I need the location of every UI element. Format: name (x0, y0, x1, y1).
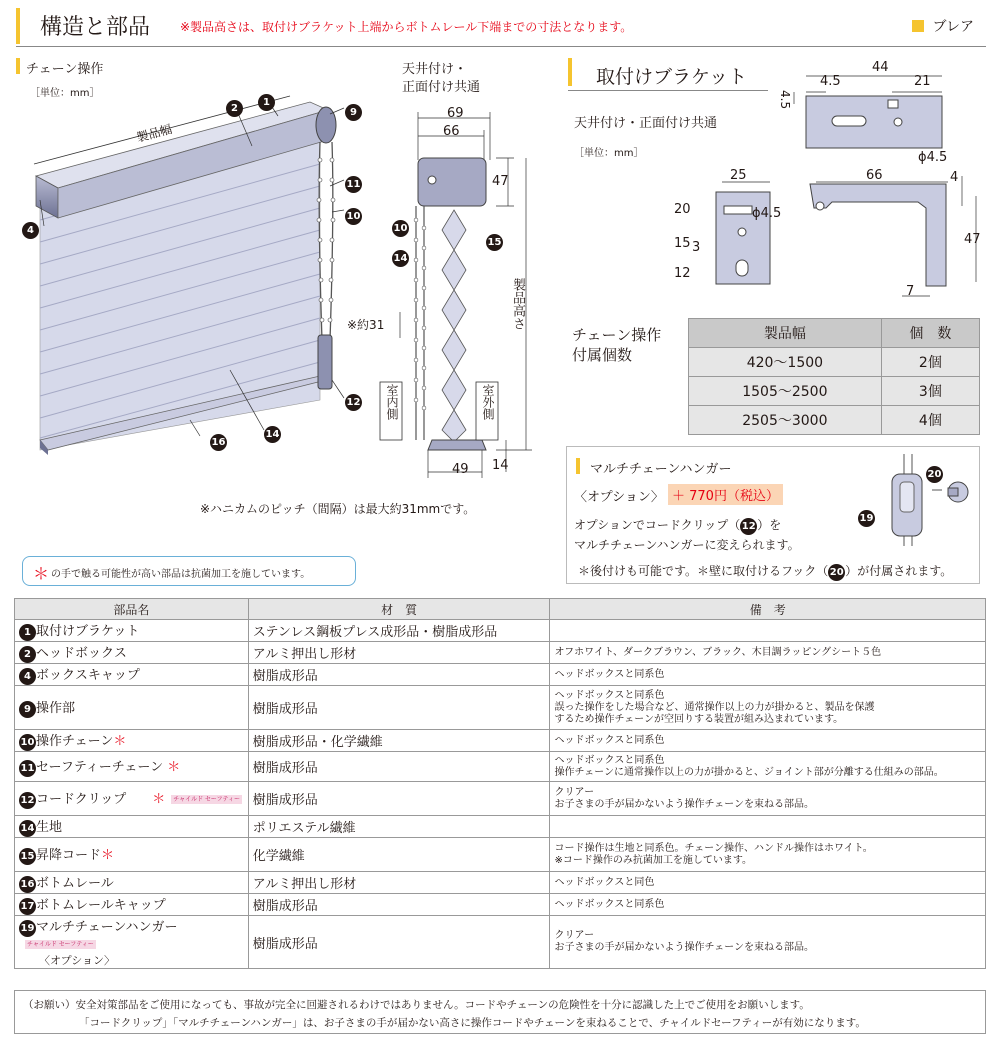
dim-69: 69 (447, 106, 464, 121)
side-callout-15: 15 (486, 230, 503, 251)
header-note: ※製品高さは、取付けブラケット上端からボトムレール下端までの寸法となります。 (180, 20, 633, 34)
part-name: セーフティーチェーン (36, 760, 168, 775)
part-name: ボトムレールキャップ (36, 898, 166, 913)
part-notes (550, 642, 986, 664)
table-row (689, 348, 980, 377)
part-name-sub: 〈オプション〉 (39, 954, 116, 967)
option-note: ＊後付けも可能です。＊壁に取付けるフック（ 20 ）が付属されます。 (578, 562, 952, 581)
callout-16: 16 (210, 430, 227, 451)
antibacterial-star: ＊ (101, 848, 115, 863)
part-material: 樹脂成形品 (248, 686, 550, 730)
table-row (15, 894, 986, 916)
bracket-accent-bar (568, 58, 572, 86)
part-notes (550, 752, 986, 782)
parts-header-material: 材 質 (248, 599, 550, 620)
option-desc-num: 12 (740, 518, 757, 535)
qty-header-count: 個 数 (881, 319, 979, 348)
side-view-title-2: 正面付け共通 (402, 80, 481, 95)
part-name-cell (15, 686, 249, 730)
table-row (15, 872, 986, 894)
part-notes (550, 782, 986, 816)
part-notes (550, 838, 986, 872)
qty-table (688, 318, 980, 435)
table-row (15, 752, 986, 782)
part-name-cell (15, 816, 249, 838)
chain-accent-bar (16, 58, 20, 74)
part-name-cell (15, 730, 249, 752)
height-label: 製品高さ (510, 278, 525, 330)
part-note-line: クリアー (554, 930, 595, 941)
width-label: 製品幅 (135, 122, 174, 145)
header-divider (16, 46, 986, 47)
part-material: ステンレス鋼板プレス成形品・樹脂成形品 (248, 620, 550, 642)
brand-name: ブレア (932, 19, 974, 35)
option-price-prefix: 〈オプション〉 (574, 490, 664, 505)
dim-25: 25 (730, 168, 747, 183)
qty-cell: 420〜1500 (689, 348, 882, 377)
side-callout-14: 14 (392, 246, 409, 267)
part-material: アルミ押出し形材 (248, 642, 550, 664)
dim-14: 14 (492, 458, 509, 473)
part-name-cell (15, 916, 249, 969)
part-material: 樹脂成形品 (248, 782, 550, 816)
callout-10: 10 (345, 204, 362, 225)
parts-header-notes: 備 考 (550, 599, 986, 620)
dim-7: 7 (906, 284, 915, 299)
part-note-line: クリアー (554, 786, 595, 798)
part-notes (550, 916, 986, 969)
part-number: 9 (19, 701, 36, 718)
outdoor-label: 室外側 (481, 384, 495, 420)
table-row (15, 816, 986, 838)
option-note-num: 20 (828, 564, 845, 581)
part-number: 14 (19, 820, 36, 837)
part-name-cell (15, 620, 249, 642)
part-number: 4 (19, 668, 36, 685)
callout-12: 12 (345, 390, 362, 411)
table-row (15, 686, 986, 730)
part-number: 15 (19, 848, 36, 865)
part-name: 操作チェーン (36, 734, 114, 749)
dim-4: 4 (950, 170, 959, 185)
dim-49: 49 (452, 462, 469, 477)
antibacterial-note (22, 556, 356, 586)
part-note-line: オフホワイト、ダークブラウン、ブラック、木目調ラッピングシート５色 (554, 646, 882, 658)
part-note-line: ※コード操作のみ抗菌加工を施しています。 (554, 854, 753, 866)
dim-4-5: 4.5 (820, 74, 841, 89)
part-material: 樹脂成形品 (248, 752, 550, 782)
callout-14: 14 (264, 422, 281, 443)
part-name-cell (15, 642, 249, 664)
qty-cell: 2505〜3000 (689, 406, 882, 435)
header-accent-bar (16, 8, 20, 44)
bracket-title: 取付けブラケット (596, 66, 748, 88)
option-price: ＋ 770円（税込） (668, 484, 783, 505)
part-material: ポリエステル繊維 (248, 816, 550, 838)
qty-label-2: 付属個数 (572, 346, 633, 364)
part-note-line: ヘッドボックスと同系色 (554, 734, 665, 746)
part-material: アルミ押出し形材 (248, 872, 550, 894)
chain-unit: ［単位：mm］ (30, 88, 100, 99)
part-note-line: ヘッドボックスと同系色 (554, 898, 665, 910)
table-row (15, 782, 986, 816)
part-note-line: ヘッドボックスと同系色 (554, 754, 665, 766)
table-row (689, 406, 980, 435)
dim-31: ※約31 (347, 318, 385, 332)
part-name-cell (15, 664, 249, 686)
antibacterial-text: の手で触る可能性が高い部品は抗菌加工を施しています。 (51, 569, 311, 580)
table-row (15, 664, 986, 686)
callout-4: 4 (22, 218, 39, 239)
qty-cell: 4個 (881, 406, 979, 435)
qty-cell: 3個 (881, 377, 979, 406)
dim-3: 3 (692, 240, 701, 255)
part-name: コードクリップ (36, 792, 153, 807)
antibacterial-star: ＊ (167, 760, 181, 775)
pitch-note: ※ハニカムのピッチ（間隔）は最大約31mmです。 (200, 502, 476, 516)
part-note-line: ヘッドボックスと同系色 (554, 668, 665, 680)
part-notes (550, 620, 986, 642)
qty-cell: 1505〜2500 (689, 377, 882, 406)
antibacterial-star: ＊ (113, 734, 127, 749)
part-number: 1 (19, 624, 36, 641)
parts-table (14, 598, 986, 969)
side-view-title-1: 天井付け・ (402, 62, 468, 77)
dim-15: 15 (674, 236, 691, 251)
table-row (689, 377, 980, 406)
option-title: マルチチェーンハンガー (590, 462, 732, 477)
part-number: 16 (19, 876, 36, 893)
brand-marker (912, 20, 924, 32)
part-material: 樹脂成形品 (248, 664, 550, 686)
part-name: ヘッドボックス (36, 646, 127, 661)
dim-44: 44 (872, 60, 889, 75)
blind-illustration (20, 80, 380, 490)
part-note-line: 誤った操作をした場合など、通常操作以上の力が掛かると、製品を保護 (554, 701, 875, 713)
chain-section-title: チェーン操作 (26, 62, 104, 77)
dim-66: 66 (443, 124, 460, 139)
part-notes (550, 872, 986, 894)
part-name: ボックスキャップ (36, 668, 140, 683)
dim-20: 20 (674, 202, 691, 217)
page-title: 構造と部品 (40, 15, 151, 40)
bracket-subtitle: 天井付け・正面付け共通 (574, 116, 718, 131)
part-number: 11 (19, 760, 36, 777)
qty-header-width: 製品幅 (689, 319, 882, 348)
table-row (15, 730, 986, 752)
dim-phi1: ϕ4.5 (918, 150, 948, 165)
part-note-line: コード操作は生地と同系色。チェーン操作、ハンドル操作はホワイト。 (554, 842, 873, 854)
part-number: 19 (19, 920, 36, 937)
dim-phi2: ϕ4.5 (752, 206, 782, 221)
option-callout-20: 20 (926, 462, 943, 483)
part-number: 2 (19, 646, 36, 663)
option-accent-bar (576, 458, 580, 474)
parts-header-name: 部品名 (15, 599, 249, 620)
option-callout-19: 19 (858, 506, 875, 527)
indoor-label: 室内側 (385, 384, 399, 420)
part-name-cell (15, 872, 249, 894)
footer-line-1: （お願い）安全対策部品をご使用になっても、事故が完全に回避されるわけではありません。コードやチェーンの危険性を十分に認識した上でご使用をお願いします。 (23, 999, 810, 1011)
part-material: 樹脂成形品・化学繊維 (248, 730, 550, 752)
part-notes (550, 894, 986, 916)
part-note-line: ヘッドボックスと同色 (554, 876, 655, 888)
part-note-line: ヘッドボックスと同系色 (554, 689, 665, 701)
part-name-cell (15, 894, 249, 916)
dim-47: 47 (492, 174, 509, 189)
part-material: 樹脂成形品 (248, 894, 550, 916)
option-desc-1: オプションでコードクリップ（ 12 ）を (574, 516, 781, 535)
part-name: ボトムレール (36, 876, 114, 891)
child-safety-badge: チャイルド セーフティー (173, 796, 240, 803)
bracket-drawings (680, 56, 990, 306)
part-notes (550, 686, 986, 730)
callout-1: 1 (258, 90, 275, 111)
qty-cell: 2個 (881, 348, 979, 377)
dim-21: 21 (914, 74, 931, 89)
table-row (15, 838, 986, 872)
part-note-line: お子さまの手が届かないよう操作チェーンを束ねる部品。 (554, 942, 814, 953)
callout-2: 2 (226, 96, 243, 117)
part-note-line: お子さまの手が届かないよう操作チェーンを束ねる部品。 (554, 798, 814, 810)
callout-9: 9 (345, 100, 362, 121)
part-name-cell (15, 838, 249, 872)
part-number: 10 (19, 734, 36, 751)
antibacterial-star: ＊ (152, 792, 166, 807)
part-material: 化学繊維 (248, 838, 550, 872)
side-callout-10: 10 (392, 216, 409, 237)
part-number: 12 (19, 792, 36, 809)
part-name: 昇降コード (36, 848, 102, 863)
footer-line-2: 「コードクリップ」「マルチチェーンハンガー」は、お子さまの手が届かない高さに操作コードやチェーンを束ねることで、チャイルドセーフティーが有効になります。 (79, 1017, 866, 1029)
part-number: 17 (19, 898, 36, 915)
part-name-cell (15, 752, 249, 782)
parts-table-body (15, 620, 986, 969)
part-note-line: 操作チェーンに通常操作以上の力が掛かると、ジョイント部が分離する仕組みの部品。 (554, 766, 944, 778)
part-name: 操作部 (36, 701, 76, 716)
part-name: 取付けブラケット (36, 624, 140, 639)
table-row (15, 642, 986, 664)
dim-4-5-vertical: 4.5 (778, 90, 792, 110)
table-row (15, 620, 986, 642)
child-safety-badge: チャイルド セーフティー (27, 941, 94, 948)
option-desc-2: マルチチェーンハンガーに変えられます。 (574, 538, 800, 552)
part-note-line: するため操作チェーンが空回りする装置が組み込まれています。 (554, 713, 844, 725)
dim-12: 12 (674, 266, 691, 281)
part-name: 生地 (36, 820, 63, 835)
part-notes (550, 816, 986, 838)
dim-66-bracket: 66 (866, 168, 883, 183)
part-name: マルチチェーンハンガー (36, 920, 178, 935)
dim-47-bracket: 47 (964, 232, 981, 247)
antibacterial-star: ＊ (33, 564, 50, 583)
part-name-cell (15, 782, 249, 816)
table-row (15, 916, 986, 969)
footer-notice (14, 990, 986, 1034)
part-notes (550, 730, 986, 752)
callout-11: 11 (345, 172, 362, 193)
bracket-unit: ［単位：mm］ (574, 148, 644, 159)
part-material: 樹脂成形品 (248, 916, 550, 969)
qty-label-1: チェーン操作 (572, 326, 662, 344)
part-notes (550, 664, 986, 686)
